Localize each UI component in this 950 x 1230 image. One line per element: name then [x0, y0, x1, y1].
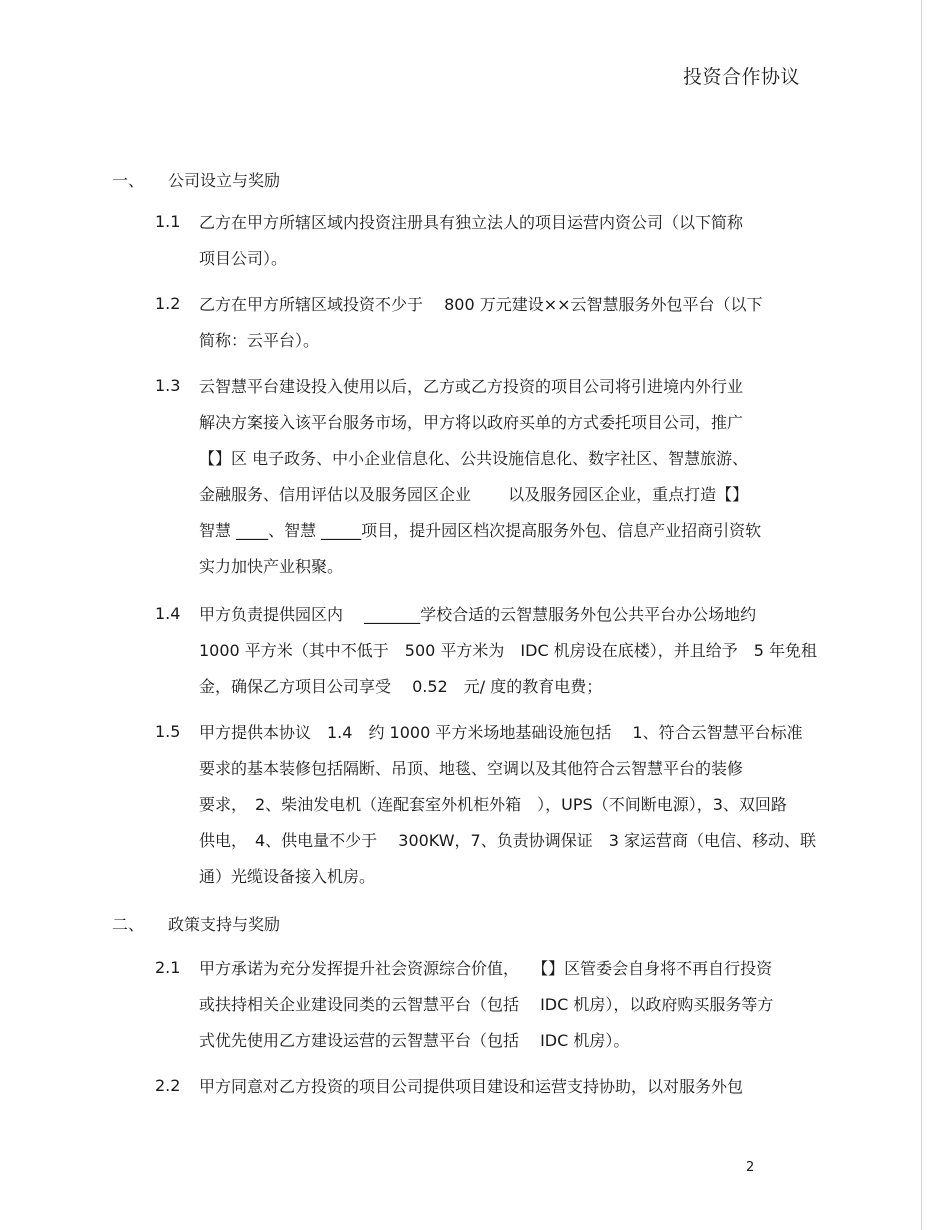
clause-line: 通）光缆设备接入机房。 [199, 867, 376, 886]
section-heading-1 [112, 168, 280, 191]
clause-number: 2.1 [155, 958, 181, 977]
section-title: 公司设立与奖励 [168, 171, 281, 190]
clause-line: 要求， 2、柴油发电机（连配套室外机柜外箱 ），UPS（不间断电源），3、双回路 [199, 795, 787, 814]
clause-line: 式优先使用乙方建设运营的云智慧平台（包括 IDC 机房）。 [199, 1031, 630, 1050]
clause-number: 1.2 [155, 294, 181, 313]
clause-line: 甲方承诺为充分发挥提升社会资源综合价值， 【】区管委会自身将不再自行投资 [199, 959, 773, 978]
clause-line: 智慧 ____、智慧 _____项目，提升园区档次提高服务外包、信息产业招商引资软 [199, 521, 762, 540]
clause-line: 乙方在甲方所辖区域投资不少于 800 万元建设××云智慧服务外包平台（以下 [199, 295, 763, 314]
page-number: 2 [746, 1160, 755, 1175]
clause-line: 供电， 4、供电量不少于 300KW，7、负责协调保证 3 家运营商（电信、移动、联 [199, 831, 816, 850]
clause-line: 或扶持相关企业建设同类的云智慧平台（包括 IDC 机房），以政府购买服务等方 [199, 995, 774, 1014]
page-edge-divider [921, 0, 922, 1230]
clause-line: 甲方同意对乙方投资的项目公司提供项目建设和运营支持协助，以对服务外包 [199, 1077, 744, 1096]
clause-line: 金融服务、信用评估以及服务园区企业 以及服务园区企业，重点打造【】 [199, 485, 749, 504]
clause-line: 解决方案接入该平台服务市场，甲方将以政府买单的方式委托项目公司，推广 [199, 413, 744, 432]
clause-line: 金，确保乙方项目公司享受 0.52 元/ 度的教育电费； [199, 677, 603, 696]
clause-line: 1000 平方米（其中不低于 500 平方米为 IDC 机房设在底楼），并且给予 5 年免租 [199, 641, 817, 660]
clause-number: 1.5 [155, 722, 181, 741]
clause-number: 2.2 [155, 1076, 181, 1095]
section-number: 二、 [112, 915, 145, 934]
clause-number: 1.1 [155, 212, 181, 231]
clause-line: 项目公司）。 [199, 249, 288, 268]
page-title: 投资合作协议 [682, 66, 800, 88]
clause-line: 乙方在甲方所辖区域内投资注册具有独立法人的项目运营内资公司（以下简称 [199, 213, 744, 232]
clause-line: 云智慧平台建设投入使用以后，乙方或乙方投资的项目公司将引进境内外行业 [199, 377, 744, 396]
clause-line: 实力加快产业积聚。 [199, 557, 344, 576]
clause-number: 1.4 [155, 604, 181, 623]
clause-line: 甲方负责提供园区内 _______学校合适的云智慧服务外包公共平台办公场地约 [199, 605, 757, 624]
clause-line: 简称：云平台）。 [199, 331, 320, 350]
section-title: 政策支持与奖励 [168, 915, 281, 934]
section-heading-2 [112, 912, 280, 935]
section-number: 一、 [112, 171, 145, 190]
clause-number: 1.3 [155, 376, 181, 395]
clause-line: 甲方提供本协议 1.4 约 1000 平方米场地基础设施包括 1、符合云智慧平台标准 [199, 723, 803, 742]
clause-line: 要求的基本装修包括隔断、吊顶、地毯、空调以及其他符合云智慧平台的装修 [199, 759, 744, 778]
clause-line: 【】区 电子政务、中小企业信息化、公共设施信息化、数字社区、智慧旅游、 [199, 449, 749, 468]
